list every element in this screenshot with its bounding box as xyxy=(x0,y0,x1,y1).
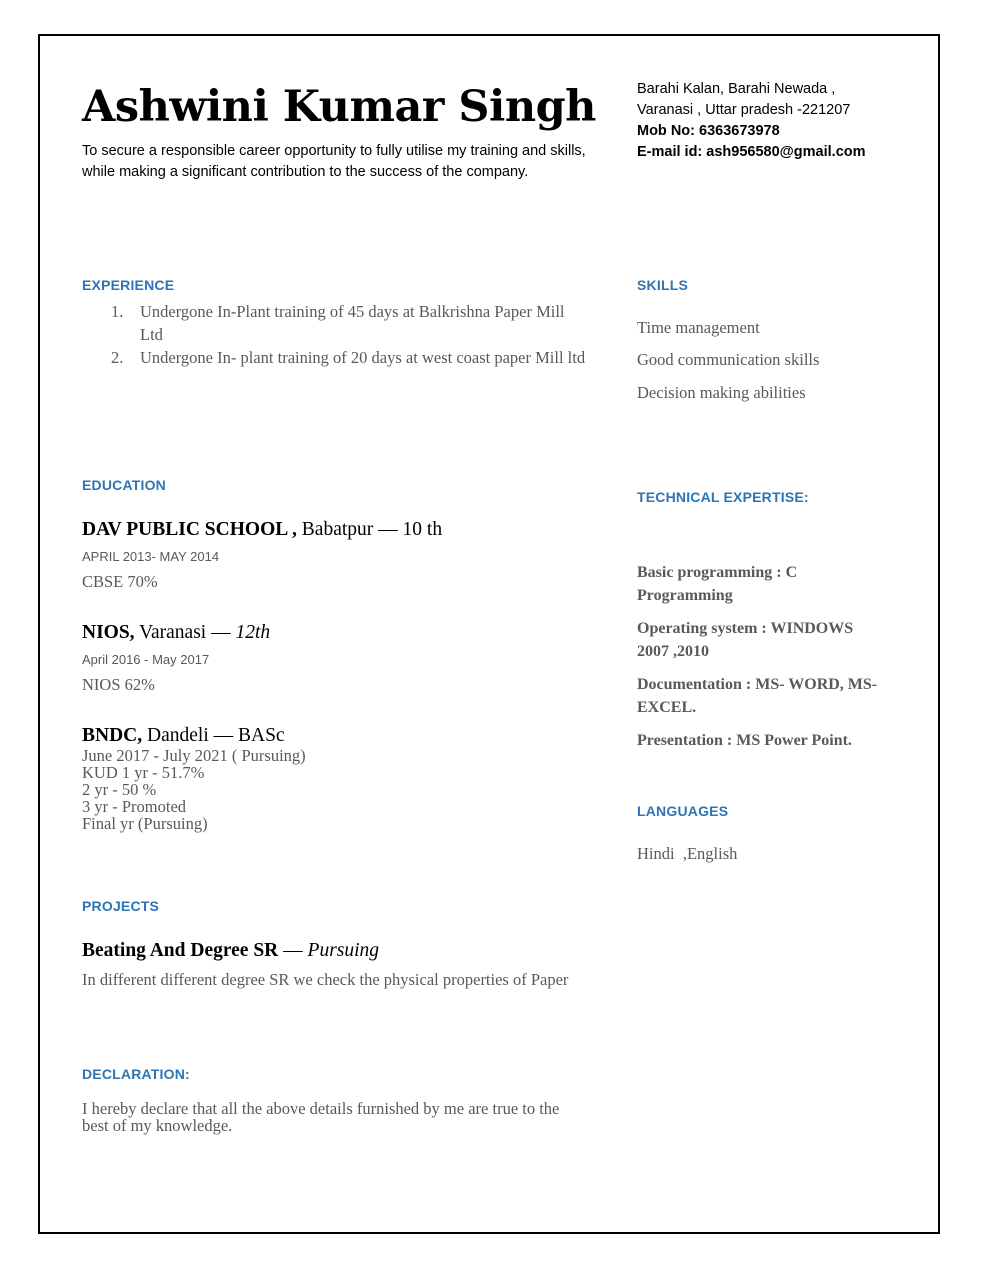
education-detail-line: Final yr (Pursuing) xyxy=(82,814,208,833)
skill-item: Decision making abilities xyxy=(637,383,806,402)
email-address: E-mail id: ash956580@gmail.com xyxy=(637,144,866,160)
address-line-2: Varanasi , Uttar pradesh -221207 xyxy=(637,102,851,118)
technical-item: Documentation : MS- WORD, MS- EXCEL. xyxy=(637,676,878,716)
project-description: In different different degree SR we check the physical properties of Paper xyxy=(82,970,569,989)
education-detail-line: KUD 1 yr - 51.7% xyxy=(82,763,205,782)
experience-item-text: Undergone In- plant training of 20 days at west coast paper Mill ltd xyxy=(140,348,586,367)
address-line-1: Barahi Kalan, Barahi Newada , xyxy=(637,81,836,97)
experience-item-number: 2. xyxy=(111,348,124,367)
experience-list xyxy=(108,300,588,369)
skill-item: Time management xyxy=(637,318,760,337)
education-detail-line: 3 yr - Promoted xyxy=(82,797,187,816)
mobile-number: Mob No: 6363673978 xyxy=(637,123,780,139)
education-entry-title xyxy=(82,620,270,646)
school-name: DAV PUBLIC SCHOOL , xyxy=(82,519,297,540)
education-date: April 2016 - May 2017 xyxy=(82,652,210,667)
project-status: Pursuing xyxy=(307,940,380,961)
contact-block xyxy=(637,79,866,163)
projects-heading: PROJECTS xyxy=(82,898,160,914)
technical-expertise-heading: TECHNICAL EXPERTISE: xyxy=(637,489,809,505)
technical-item: Basic programming : C Programming xyxy=(637,564,798,604)
experience-item xyxy=(108,346,588,369)
education-details xyxy=(82,747,306,832)
school-place: Babatpur — 10 th xyxy=(296,519,443,540)
declaration-text: I hereby declare that all the above details furnished by me are true to the best of my knowledge. xyxy=(82,1099,560,1135)
school-name: NIOS, xyxy=(82,622,135,643)
education-result: NIOS 62% xyxy=(82,675,155,694)
project-name: Beating And Degree SR xyxy=(82,940,279,961)
career-objective: To secure a responsible career opportunity to fully utilise my training and skills, while making a significant contribution to the success of the company. xyxy=(82,143,586,180)
school-place: Dandeli — BASc xyxy=(142,725,285,746)
school-level: 12th xyxy=(235,622,271,643)
project-separator: — xyxy=(278,940,308,961)
experience-heading: EXPERIENCE xyxy=(82,277,175,293)
education-result: CBSE 70% xyxy=(82,572,158,591)
experience-item-text: Undergone In-Plant training of 45 days at Balkrishna Paper Mill Ltd xyxy=(140,302,565,344)
technical-item: Presentation : MS Power Point. xyxy=(637,732,852,749)
candidate-name: Ashwini Kumar Singh xyxy=(82,82,596,132)
skill-item: Good communication skills xyxy=(637,350,820,369)
languages-list: Hindi ,English xyxy=(637,844,738,863)
experience-item-number: 1. xyxy=(111,302,124,321)
school-place: Varanasi — xyxy=(134,622,236,643)
declaration-heading: DECLARATION: xyxy=(82,1066,190,1082)
education-entry-title xyxy=(82,517,442,543)
school-name: BNDC, xyxy=(82,725,143,746)
education-detail-line: 2 yr - 50 % xyxy=(82,780,157,799)
education-detail-line: June 2017 - July 2021 ( Pursuing) xyxy=(82,746,306,765)
experience-item xyxy=(108,300,588,346)
education-date: APRIL 2013- MAY 2014 xyxy=(82,549,220,564)
technical-item: Operating system : WINDOWS 2007 ,2010 xyxy=(637,620,854,660)
languages-heading: LANGUAGES xyxy=(637,803,729,819)
project-title xyxy=(82,938,379,964)
skills-heading: SKILLS xyxy=(637,277,688,293)
education-heading: EDUCATION xyxy=(82,477,166,493)
